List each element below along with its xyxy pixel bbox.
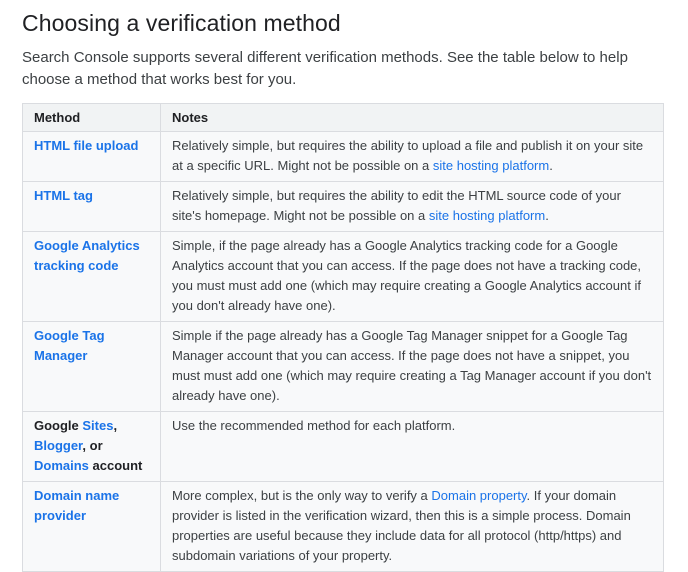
method-comma: , — [113, 418, 118, 433]
method-suffix: account — [88, 458, 143, 473]
table-row — [23, 182, 664, 232]
notes-cell — [161, 182, 664, 232]
method-or: , or — [82, 438, 103, 453]
method-label[interactable]: Domain name provider — [34, 488, 120, 523]
site-hosting-platform-link[interactable]: site hosting platform — [432, 158, 550, 173]
verification-methods-table — [22, 103, 664, 572]
method-label[interactable]: HTML file upload — [34, 138, 139, 153]
table-row — [23, 132, 664, 182]
method-prefix: Google — [34, 418, 83, 433]
notes-cell: Simple, if the page already has a Google Analytics tracking code for a Google Analytics account that you can access. If the page does not have a tracking code, you must must add one (which may require creating a Google Analytics account if you don't already have one). — [161, 232, 664, 322]
domains-link[interactable]: Domains — [34, 458, 89, 473]
notes-column-header: Notes — [161, 104, 664, 132]
notes-cell: Use the recommended method for each platform. — [161, 412, 664, 482]
notes-text-end: . If your domain provider is listed in the verification wizard, then this is a simple process. Domain properties are useful because they include data for all protocol (http/https) and subdomain variations of your property. — [172, 488, 631, 563]
method-domain-name-provider[interactable] — [23, 482, 161, 572]
table-row — [23, 232, 664, 322]
sites-link[interactable]: Sites — [82, 418, 114, 433]
notes-text-end: . — [549, 158, 553, 173]
method-google-accounts — [23, 412, 161, 482]
method-html-file-upload[interactable] — [23, 132, 161, 182]
domain-property-link[interactable]: Domain property — [431, 488, 527, 503]
notes-cell — [161, 132, 664, 182]
table-row — [23, 322, 664, 412]
method-label[interactable]: Google Tag Manager — [34, 328, 105, 363]
method-column-header: Method — [23, 104, 161, 132]
intro-paragraph: Search Console supports several different verification methods. See the table below to help choose a method that works best for you. — [22, 49, 628, 88]
method-label[interactable]: Google Analytics tracking code — [34, 238, 140, 273]
method-html-tag[interactable] — [23, 182, 161, 232]
notes-text: Relatively simple, but requires the ability to upload a file and publish it on your site at a specific URL. Might not be possible on a — [172, 138, 644, 173]
page-title: Choosing a verification method — [22, 10, 341, 36]
table-header-row — [23, 104, 664, 132]
notes-text: Relatively simple, but requires the ability to edit the HTML source code of your site's homepage. Might not be possible on a — [172, 188, 621, 223]
table-row — [23, 412, 664, 482]
notes-text-end: . — [545, 208, 549, 223]
notes-cell — [161, 482, 664, 572]
notes-text: More complex, but is the only way to verify a — [172, 488, 432, 503]
site-hosting-platform-link[interactable]: site hosting platform — [428, 208, 546, 223]
method-label[interactable]: HTML tag — [34, 188, 93, 203]
method-google-tag-manager[interactable] — [23, 322, 161, 412]
method-google-analytics[interactable] — [23, 232, 161, 322]
blogger-link[interactable]: Blogger — [34, 438, 83, 453]
notes-cell: Simple if the page already has a Google Tag Manager snippet for a Google Tag Manager account that you can access. If the page does not have a snippet, you must must add one (which may require creating a Tag Manager account if you don't already have one). — [161, 322, 664, 412]
table-row — [23, 482, 664, 572]
